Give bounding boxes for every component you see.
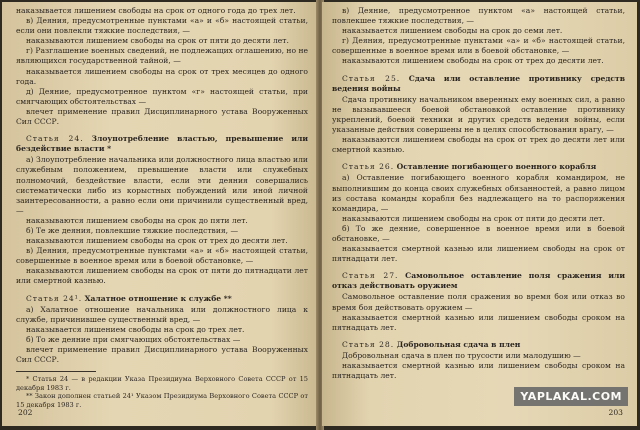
paragraph: влечет применение правил Дисциплинарного устава Вооруженных Сил СССР.	[16, 345, 308, 365]
article-title: Халатное отношение к службе **	[84, 293, 232, 303]
article-title: Добровольная сдача в плен	[396, 339, 521, 349]
page-number: 202	[18, 407, 33, 417]
article-label: Статья 24¹.	[26, 293, 83, 303]
paragraph: наказывается лишением свободы на срок до трех лет.	[26, 324, 245, 334]
paragraph: наказываются лишением свободы на срок от пяти до десяти лет.	[26, 36, 289, 46]
article-24-heading	[16, 134, 308, 154]
paragraph: наказывается лишением свободы на срок до семи лет.	[342, 26, 563, 36]
paragraph: влечет применение правил Дисциплинарного устава Вооруженных Сил СССР.	[16, 106, 308, 127]
article-label: Статья 27.	[342, 271, 399, 281]
paragraph: Добровольная сдача в плен по трусости или малодушию —	[342, 350, 581, 360]
paragraph: наказывается смертной казнью или лишением свободы на срок от пятнадцати лет.	[332, 244, 625, 264]
paragraph: наказываются лишением свободы на срок до пяти лет.	[26, 215, 248, 225]
paragraph: наказываются лишением свободы на срок от трех до десяти лет.	[342, 56, 604, 66]
paragraph: наказываются лишением свободы на срок от пяти до десяти лет.	[342, 213, 605, 223]
article-28-heading	[332, 340, 625, 350]
paragraph: наказываются лишением свободы на срок от пяти до пятнадцати лет или смертной казнью.	[16, 266, 308, 286]
paragraph: д) Деяние, предусмотренное пунктом «г» настоящей статьи, при смягчающих обстоятельствах —	[16, 86, 308, 106]
paragraph: б) То же деяние, совершенное в военное время или в боевой обстановке, —	[332, 223, 625, 243]
article-label: Статья 26.	[342, 162, 395, 172]
paragraph: в) Деяния, предусмотренные пунктами «а» и «б» настоящей статьи, совершенные в военное время или в боевой обстановке, —	[16, 246, 308, 266]
paragraph: наказывается смертной казнью или лишением свободы сроком на пятнадцать лет.	[332, 361, 625, 381]
article-label: Статья 24.	[26, 134, 84, 144]
article-title: Самовольное оставление поля сражения или отказ действовать оружием	[332, 271, 626, 291]
left-page	[2, 2, 318, 426]
right-page	[322, 2, 637, 426]
footnote: * Статья 24 — в редакции Указа Президиума Верховного Совета СССР от 15 декабря 1983 г.	[16, 375, 308, 392]
article-title: Оставление погибающего военного корабля	[396, 162, 597, 172]
paragraph: Самовольное оставление поля сражения во время боя или отказ во время боя действовать оружием —	[332, 292, 625, 312]
article-label: Статья 28.	[342, 339, 395, 349]
site-watermark: YAPLAKAL.COM	[514, 387, 628, 406]
paragraph: а) Злоупотребление начальника или должностного лица властью или служебным положением, превышение власти или служебных полномочий, бездействие власти, если эти деяния совершались систематически либо из корыстных побуждений или иной личной заинтересованности, а равно если они причинили существенный вред, —	[16, 155, 308, 215]
paragraph: наказываются лишением свободы на срок от трех до десяти лет.	[26, 236, 288, 246]
paragraph: б) Те же деяния, повлекшие тяжкие последствия, —	[26, 225, 239, 235]
paragraph: а) Оставление погибающего военного корабля командиром, не выполнившим до конца своих служебных обязанностей, а равно лицом из состава команды корабля без надлежащего на то распоряжения командира, —	[332, 173, 625, 213]
article-26-heading	[332, 162, 625, 172]
article-label: Статья 25.	[342, 73, 401, 83]
paragraph: г) Деяния, предусмотренные пунктами «а» и «б» настоящей статьи, совершенные в военное время или в боевой обстановке, —	[332, 36, 625, 56]
paragraph: наказывается лишением свободы на срок от одного года до трех лет.	[16, 6, 296, 15]
article-24-1-heading	[16, 294, 308, 304]
paragraph: г) Разглашение военных сведений, не подлежащих оглашению, но не являющихся государственной тайной, —	[16, 46, 308, 66]
article-27-heading	[332, 271, 625, 291]
paragraph: в) Деяние, предусмотренное пунктом «а» настоящей статьи, повлекшее тяжкие последствия, —	[332, 6, 625, 26]
paragraph: Сдача противнику начальником вверенных ему военных сил, а равно не вызывавшееся боевой обстановкой оставление противнику укреплений, боевой техники и других средств ведения войны, если указанные действия совершены не в целях способствования врагу, —	[332, 94, 625, 135]
article-25-heading	[332, 74, 625, 94]
paragraph: наказывается лишением свободы на срок от трех месяцев до одного года.	[16, 66, 308, 86]
footnote-divider	[16, 371, 96, 372]
footnote: ** Закон дополнен статьей 24¹ Указом Президиума Верховного Совета СССР от 15 декабря 1983 г.	[16, 392, 308, 409]
paragraph: в) Деяния, предусмотренные пунктами «а» и «б» настоящей статьи, если они повлекли тяжкие последствия, —	[16, 16, 308, 36]
paragraph: наказываются лишением свободы на срок от трех до десяти лет или смертной казнью.	[332, 135, 625, 155]
article-title: Сдача или оставление противнику средств ведения войны	[332, 73, 625, 93]
paragraph: б) То же деяние при смягчающих обстоятельствах —	[26, 334, 241, 344]
paragraph: наказывается смертной казнью или лишением свободы сроком на пятнадцать лет.	[332, 312, 625, 332]
article-title: Злоупотребление властью, превышение или бездействие власти *	[16, 134, 308, 154]
page-number: 203	[608, 407, 623, 417]
paragraph: а) Халатное отношение начальника или должностного лица к службе, причинившее существенный вред, —	[16, 304, 308, 324]
